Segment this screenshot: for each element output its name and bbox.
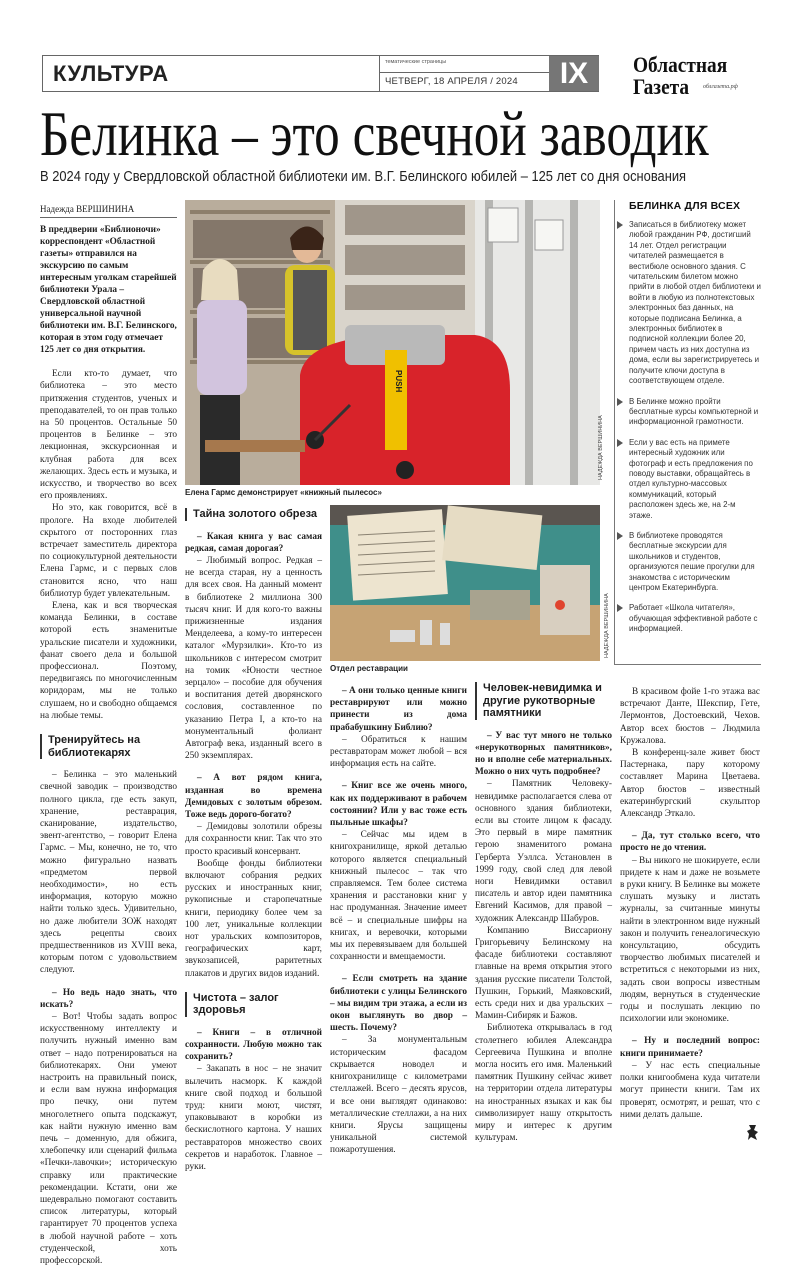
subheading: Тренируйтесь на библиотекарях	[40, 734, 177, 759]
paragraph: – Сейчас мы идем в книгохранилище, яркой деталью которого является специальный книжный пылесос – так что справляемся. Тем более система хранения и расстановки книг у нас продуманная. Значение имеет всё – и специальные шифры на книгах, и веревочки, которыми мы их перевязываем для большей сохранности и вмещаемости.	[330, 830, 467, 963]
paragraph: Вообще фонды библиотеки включают собрания редких русских и иностранных книг, рукописные и старопечатные книги, периодику более чем за 100 лет, уникальные коллекции нот уральских композиторов, географических карт, звукозаписей, раритетных плакатов и других видов изданий.	[185, 858, 322, 979]
photo-caption: Отдел реставрации	[330, 664, 408, 673]
author-byline: Надежда ВЕРШИНИНА	[40, 203, 177, 218]
paragraph: Но это, как говорится, всё в прологе. На входе любителей скрытого от посторонних глаз встречает заместитель директора по социокультурной деятельности Елена Гармс, и с первых слов становится ясно, что наш библиотур будет увлекательным.	[40, 503, 177, 599]
paragraph: – Белинка – это маленький свечной заводик – производство полного цикла, где есть закуп, хранение, реставрация, сканирование, издательство, эвент-агентство, – говорит Елена Гармс. – Мы, конечно, не то, что можно фигурально назвать «предметом первой необходимости», но есть информация, которую можно найти только здесь. Удивительно, но даже любители ЗОЖ находят здесь рецепты своих предшественников из XVIII века, которым потом с удовольствием следуют.	[40, 770, 177, 976]
sidebar-item	[615, 603, 761, 634]
interview-question: – Книги – в отличной сохранности. Любую можно так сохранить?	[185, 1027, 322, 1063]
subheading: Тайна золотого обреза	[185, 508, 322, 521]
photo-credit: НАДЕЖДА ВЕРШИНИНА	[604, 593, 610, 658]
triangle-bullet-icon	[617, 398, 623, 406]
interview-question: – Книг все же очень много, как их поддерживают в рабочем состоянии? Или у вас тоже есть пыльные шкафы?	[330, 781, 467, 829]
article-column-3	[330, 685, 467, 1157]
photo-caption: Елена Гармс демонстрирует «книжный пылесос»	[185, 488, 382, 497]
paragraph: В красивом фойе 1-го этажа вас встречают Данте, Шекспир, Гете, Лермонтов, Достоевский, Чехов. Автор всех бюстов – Людмила Кружалова.	[620, 687, 760, 746]
article-column-5	[620, 686, 760, 1141]
issue-date: ЧЕТВЕРГ, 18 АПРЕЛЯ / 2024	[385, 76, 518, 87]
interview-question: – А они только ценные книги реставрируют или можно принести из дома прабабушкину Библию?	[330, 686, 467, 733]
interview-question: – Если смотреть на здание библиотеки с улицы Белинского – мы видим три этажа, а если из окон выглянуть во двор – шесть. Почему?	[330, 974, 467, 1034]
interview-question: – Ну и последний вопрос: книги принимаете?	[620, 1036, 760, 1059]
paragraph: – Вы никого не шокируете, если придете к нам и даже не возьмете в руки книгу. В Белинке вы можете слушать музыку и листать журналы, за считанные минуты найти в электронном виде нужный закон и получить генеалогическую консультацию, обсудить творчество любимых писателей и встретиться с некоторыми из них, задать свои вопросы известным людям, вернуться в студенческие годы и послушать лекцию по психологии или экономике.	[620, 855, 760, 1025]
sidebar-item-text: Записаться в библиотеку может любой гражданин РФ, достигший 14 лет. Отдел регистрации читателей размещается в вестибюле основного здания. С читательским билетом можно прийти в любой отдел библиотеки и войти в любую из полнотекстовых электронных баз данных, на которые подписана Белинка, а электронных библиотек в подписной коллекции более 20, причем часть из них доступна из дома, если вы зарегистрируетесь и получите ключи доступа в соответствующем отделе.	[629, 220, 761, 386]
machine-push-label: PUSH	[394, 370, 403, 393]
newspaper-logo-line2: Газета	[633, 74, 690, 99]
paragraph: Елена, как и вся творческая команда Белинки, в составе которой есть знаменитые уральские писатели и художники, фанат своего дела и большой профессионал. Поэтому, передвигаясь по многочисленным коридорам, мы не только слушаем, но и свободно общаемся на любые темы.	[40, 601, 177, 721]
paragraph: – Вот! Чтобы задать вопрос искусственному интеллекту и получить нужный именно вам ответ – надо потренироваться на библиотекарях. Они умеют настроить на правильный поиск, и если вам нужна информация про печку, они путем многолетнего опыта подскажут, как найти нужную именно вам печь – доменную, для обжига, хлебопечку или сценарий фильма «Печки-лавочки»; историческую справку или практические рекомендации. Кстати, они же шедеврально помогают составить список литературы, который гарантирует 70 процентов успеха в любой научной работе – хоть студенческой, хоть профессорской.	[40, 1011, 177, 1267]
subheading: Чистота – залог здоровья	[185, 992, 322, 1017]
paragraph: – У нас есть специальные полки книгообмена куда читатели могут принести книги. Там их проверят, осмотрят, и решат, что с ними делать дальше.	[620, 1060, 760, 1120]
triangle-bullet-icon	[617, 532, 623, 540]
triangle-bullet-icon	[617, 221, 623, 229]
divider	[380, 72, 550, 73]
paragraph: Если кто-то думает, что библиотека – это место притяжения студентов, ученых и преподавателей, то он прав только на 50 процентов. Остальные 50 процентов в Белинке – это лекционная, экскурсионная и клубная работа для всех желающих. Здесь есть и музыка, и искусство, и творчество во всех его проявлениях.	[40, 369, 177, 502]
newspaper-logo-line1: Областная	[633, 52, 728, 77]
sidebar-item-text: В библиотеке проводятся бесплатные экскурсии для школьников и студентов, организуются пешие прогулки для знакомства с историческим центром Екатеринбурга.	[629, 530, 755, 592]
sidebar-belinka-for-all	[614, 200, 761, 665]
newspaper-site: облгазета.рф	[703, 84, 738, 90]
article-column-1	[40, 203, 177, 1267]
article-title: Белинка – это свечной заводик	[40, 98, 709, 169]
section-rubric: КУЛЬТУРА	[53, 61, 169, 86]
sidebar-item-text: В Белинке можно пройти бесплатные курсы компьютерной и информационной грамотности.	[629, 396, 759, 427]
photo-book-vacuum	[185, 200, 600, 485]
photo-restoration-department	[330, 505, 600, 661]
paragraph: В конференц-зале живет бюст Пастернака, пару которому составляет Марина Цветаева. Автор бюстов – известный екатеринбургский скульптор Александр Эткало.	[620, 748, 760, 820]
paragraph: Библиотека открывалась в год столетнего юбилея Александра Сергеевича Пушкина и вполне могла носить его имя. Маленький памятник Пушкину сейчас живет на территории отдела литературы на иностранных языках и как бы символизирует нашу открытость миру и интерес к другим культурам.	[475, 1023, 612, 1144]
sidebar-item	[615, 438, 761, 521]
sidebar-item	[615, 220, 761, 387]
article-subtitle: В 2024 году у Свердловской областной библиотеки им. В.Г. Белинского юбилей – 125 лет со дня основания	[40, 168, 687, 185]
sidebar-item	[615, 531, 761, 593]
header-info-box	[379, 56, 550, 91]
subheading: Человек-невидимка и другие рукотворные памятники	[475, 682, 612, 720]
sidebar-item-text: Если у вас есть на примете интересный художник или фотограф и есть предложения по поводу выставки, обращайтесь в отдел культурно-массовых коммуникаций, который расположен здесь же, на 2-м этаже.	[629, 437, 753, 520]
paragraph: – Обратиться к нашим реставраторам может любой – вся информация есть на сайте.	[330, 734, 467, 770]
triangle-bullet-icon	[617, 604, 623, 612]
paragraph: – Памятник Человеку-невидимке располагается слева от основного здания библиотеки, если вы стоите лицом к фасаду. Это первый в мире памятник герою знаменитого романа Герберта Уэллса. Установлен в 1999 году, свой след для левой ноги Невидимки оставил писатель и автор идеи памятника Евгений Касимов, для правой – художник Александр Шабуров.	[475, 779, 612, 924]
paragraph: – Закапать в нос – не значит вылечить насморк. К каждой книге свой подход и большой труд: книги моют, чистят, упаковывают в коробки из бескислотного картона. У наших реставраторов множество своих секретов и наработок. Главное – руки.	[185, 1064, 322, 1173]
sidebar-item-text: Работает «Школа читателя», обучающая эффективной работе с информацией.	[629, 603, 758, 634]
paragraph: Компанию Виссариону Григорьевичу Белинскому на фасаде библиотеки составляют главные на время открытия этого здания русские писатели Толстой, Пушкин, Горький, Маяковский, есть среди них и два уральских – Мамин-Сибиряк и Бажов.	[475, 925, 612, 1022]
sidebar-list	[615, 220, 761, 645]
page-number: IX	[549, 56, 599, 91]
triangle-bullet-icon	[617, 439, 623, 447]
sidebar-item	[615, 397, 761, 428]
article-column-4	[475, 682, 612, 1144]
paragraph: – За монументальным историческим фасадом скрывается новодел и книгохранилище с километрами стеллажей. Всего – десять ярусов, и все они выглядят одинаково: металлические стеллажи, а на них книги. Ярусы защищены уникальной системой пожаротушения.	[330, 1035, 467, 1156]
interview-question: – Да, тут столько всего, что просто не до чтения.	[620, 831, 760, 854]
interview-question: – Какая книга у вас самая редкая, самая дорогая?	[185, 531, 322, 554]
interview-question: – А вот рядом книга, изданная во времена Демидовых с золотым обрезом. Тоже ведь дорого-богато?	[185, 773, 322, 820]
article-column-2	[185, 508, 322, 1173]
paragraph: – Любимый вопрос. Редкая – не всегда старая, ну а ценность для всех своя. На данный момент в библиотеке 2 миллиона 300 тысяч книг. И для кого-то важны прижизненные издания Менделеева, а кому-то интересен каталог «Мурзилки». Кто-то из школьников с интересом смотрит на томик «Юности честное зерцало» – пособие для обучения и воспитания детей дворянского сословия, составленное по указанию Петра I, а кто-то на монументальный фолиант Автограф века, изданный всего в 250 экземплярах.	[185, 555, 322, 762]
photo-credit: НАДЕЖДА ВЕРШИНИНА	[598, 415, 604, 480]
sidebar-title: БЕЛИНКА ДЛЯ ВСЕХ	[629, 200, 741, 212]
interview-question: – У вас тут много не только «нерукотворных памятников», но и вполне себе материальных. Можно о них чуть подробнее?	[475, 730, 612, 778]
interview-question: – Но ведь надо знать, что искать?	[40, 987, 177, 1010]
end-mark-icon	[746, 1123, 760, 1141]
section-note: тематические страницы	[385, 59, 447, 65]
section-header	[42, 55, 599, 92]
paragraph: – Демидовы золотили обрезы для сохранности книг. Так что это просто красивый консервант.	[185, 822, 322, 857]
article-lead: В преддверии «Библионочи» корреспондент «Областной газеты» отправился на экскурсию по самым интересным уголкам старейшей библиотеки Урала – Свердловской областной универсальной научной библиотеки им. В.Г. Белинского, которая в этом году отмечает 125 лет со дня открытия.	[40, 225, 177, 356]
